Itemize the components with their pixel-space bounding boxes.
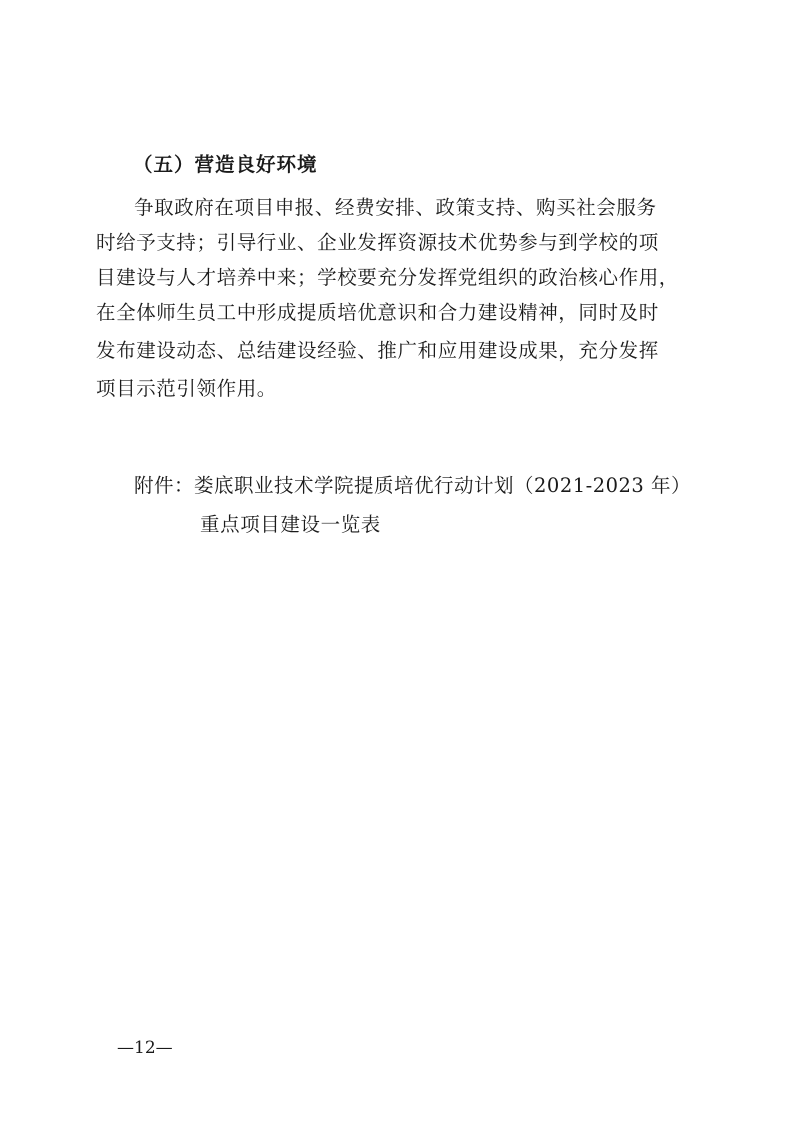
- paragraph-line: 目建设与人才培养中来；学校要充分发挥党组织的政治核心作用，: [96, 266, 679, 289]
- attachment-title: 附件：娄底职业技术学院提质培优行动计划（2021-2023 年）: [134, 474, 692, 497]
- paragraph-line: 在全体师生员工中形成提质培优意识和合力建设精神，同时及时: [96, 301, 659, 324]
- page-number: —12—: [117, 1038, 173, 1058]
- attachment-subtitle: 重点项目建设一览表: [200, 513, 381, 536]
- paragraph-line: 项目示范引领作用。: [96, 377, 277, 400]
- paragraph-line: 争取政府在项目申报、经费安排、政策支持、购买社会服务: [134, 196, 657, 219]
- paragraph-line: 时给予支持；引导行业、企业发挥资源技术优势参与到学校的项: [96, 231, 659, 254]
- paragraph-line: 发布建设动态、总结建设经验、推广和应用建设成果，充分发挥: [96, 339, 659, 362]
- section-heading: （五）营造良好环境: [133, 153, 318, 176]
